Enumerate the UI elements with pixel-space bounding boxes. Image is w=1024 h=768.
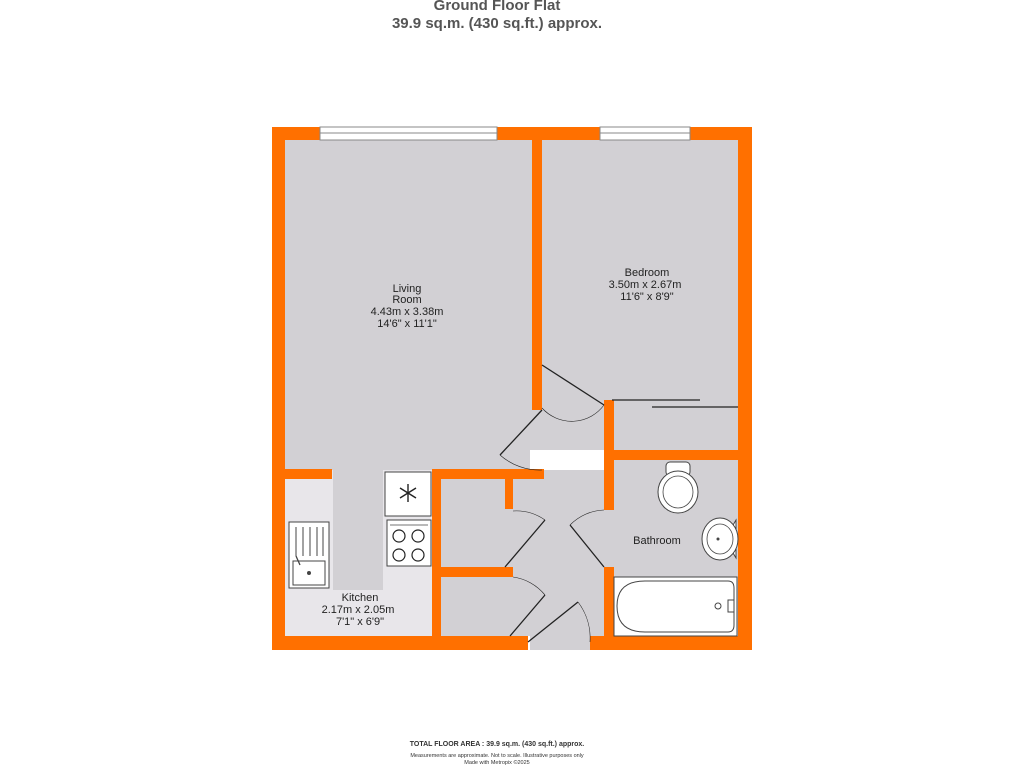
- wall-cupboard-mid: [441, 567, 513, 577]
- living-room-name-line2: Room: [392, 294, 422, 306]
- plan-title: Ground Floor Flat: [433, 0, 561, 14]
- credit: Made with Metropix ©2025: [464, 760, 530, 766]
- toilet-icon: [658, 471, 698, 513]
- hob-icon: [387, 520, 431, 566]
- wall-cupboard-side: [505, 479, 513, 509]
- wall-bathroom-left-bottom: [604, 567, 614, 641]
- wall-cupboard-top: [432, 469, 544, 479]
- bedroom-metric: 3.50m x 2.67m: [608, 279, 682, 291]
- disclaimer: Measurements are approximate. Not to scale. Illustrative purposes only: [410, 753, 584, 759]
- bathroom-name: Bathroom: [633, 535, 681, 547]
- wall-kitchen-right: [432, 469, 441, 641]
- wall-left: [272, 127, 285, 650]
- total-floor-area: TOTAL FLOOR AREA : 39.9 sq.m. (430 sq.ft.) approx.: [409, 741, 585, 748]
- wall-bathroom-top: [614, 450, 738, 460]
- bedroom-imperial: 11'6" x 8'9": [620, 291, 674, 303]
- living-room-imperial: 14'6" x 11'1": [377, 318, 437, 330]
- wall-living-bedroom: [532, 127, 542, 410]
- living-room-floor-ext: [333, 470, 383, 590]
- kitchen-name: Kitchen: [341, 592, 379, 604]
- entrance-floor: [530, 636, 590, 650]
- living-room-name-line1: Living: [392, 283, 422, 295]
- wall-bottom-right: [590, 636, 752, 650]
- living-room-metric: 4.43m x 3.38m: [370, 306, 444, 318]
- wall-kitchen-top: [285, 469, 332, 479]
- kitchen-metric: 2.17m x 2.05m: [321, 604, 395, 616]
- wall-top-2: [497, 127, 600, 140]
- bedroom-name: Bedroom: [624, 267, 670, 279]
- wall-bottom-left: [272, 636, 528, 650]
- wall-bathroom-left-top: [604, 400, 614, 510]
- kitchen-imperial: 7'1" x 6'9": [335, 616, 385, 628]
- plan-area-subtitle: 39.9 sq.m. (430 sq.ft.) approx.: [391, 15, 603, 32]
- hall-floor: [440, 470, 610, 636]
- wall-right: [738, 127, 752, 650]
